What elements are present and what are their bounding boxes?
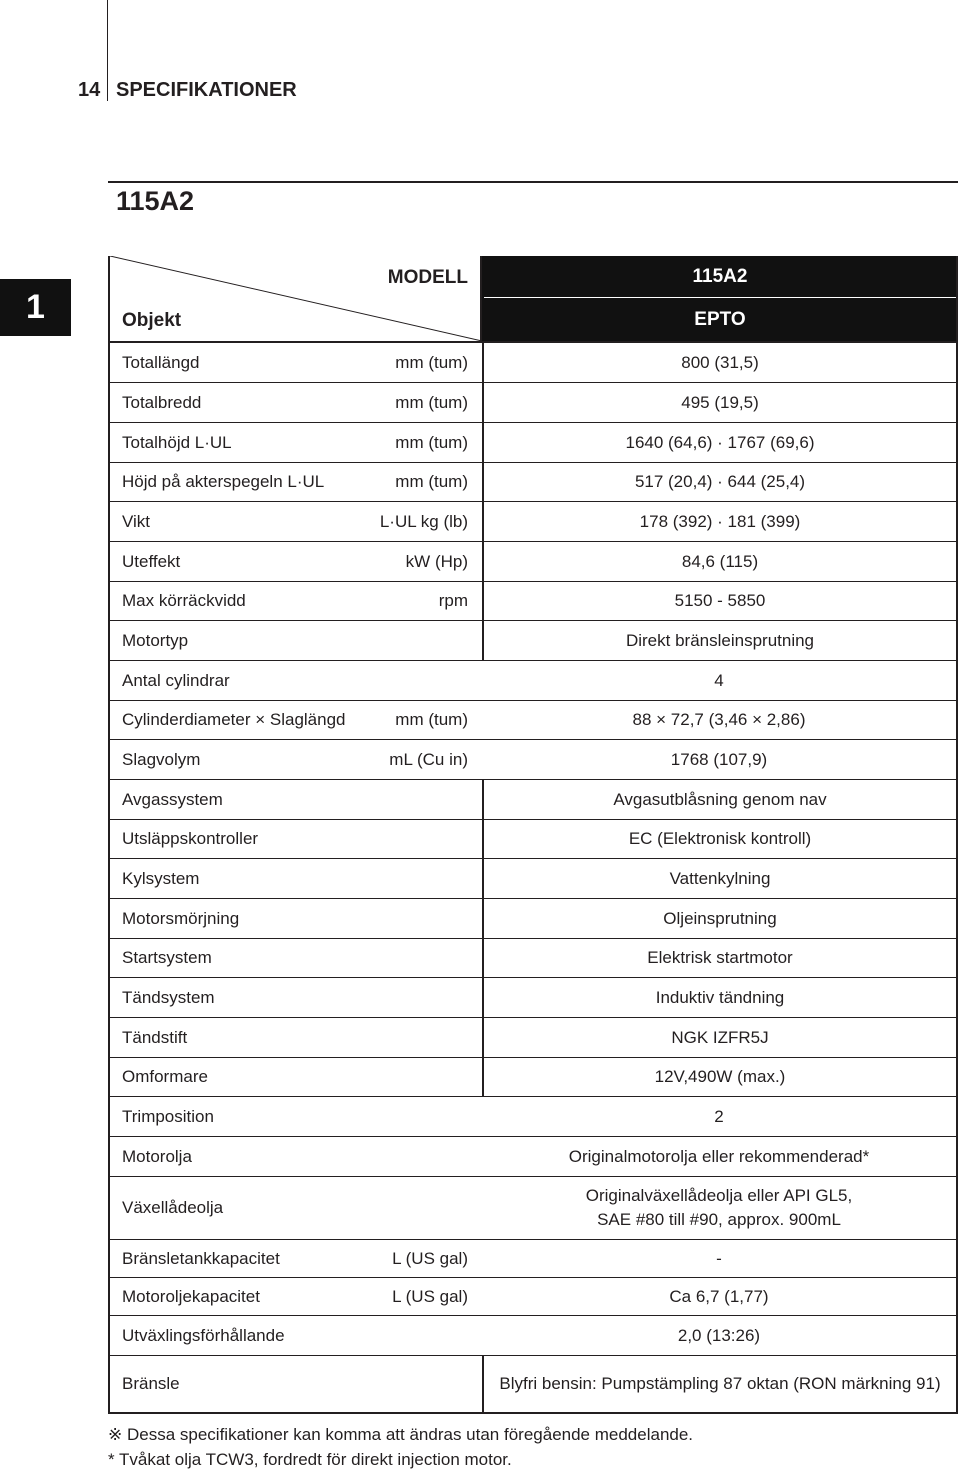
spec-unit: L·UL kg (lb) bbox=[379, 511, 468, 531]
table-row bbox=[110, 1137, 956, 1177]
spec-name: Antal cylindrar bbox=[122, 670, 230, 690]
spec-value: Originalmotorolja eller rekommenderad* bbox=[568, 1146, 870, 1166]
spec-name: Kylsystem bbox=[122, 868, 200, 888]
spec-value: - bbox=[716, 1248, 722, 1268]
table-row bbox=[110, 1356, 956, 1412]
spec-name: Cylinderdiameter × Slaglängd bbox=[122, 710, 346, 729]
spec-name: Startsystem bbox=[122, 948, 212, 967]
spec-unit: mL (Cu in) bbox=[389, 749, 468, 769]
table-row bbox=[110, 502, 956, 542]
table-row bbox=[110, 661, 956, 701]
spec-name: Uteffekt bbox=[122, 551, 181, 571]
title-rule bbox=[108, 181, 958, 183]
section-header: SPECIFIKATIONER bbox=[116, 79, 297, 101]
spec-value: 517 (20,4) · 644 (25,4) bbox=[482, 463, 956, 501]
spec-table bbox=[108, 256, 958, 1414]
spec-name: Totalbredd bbox=[122, 392, 202, 412]
spec-unit: mm (tum) bbox=[395, 432, 468, 452]
spec-name: Vikt bbox=[122, 511, 151, 531]
spec-unit: mm (tum) bbox=[395, 710, 468, 729]
table-row bbox=[110, 978, 956, 1018]
spec-value: NGK IZFR5J bbox=[482, 1018, 956, 1057]
table-row bbox=[110, 939, 956, 978]
spec-value: 4 bbox=[714, 670, 724, 690]
footnote: * Tvåkat olja TCW3, fordredt för direkt injection motor. bbox=[108, 1450, 512, 1469]
table-row bbox=[110, 701, 956, 740]
spec-value: 2,0 (13:26) bbox=[677, 1325, 761, 1345]
spec-value: Avgasutblåsning genom nav bbox=[482, 780, 956, 819]
spec-value: 495 (19,5) bbox=[482, 383, 956, 422]
spec-unit: L (US gal) bbox=[392, 1286, 468, 1306]
table-row bbox=[110, 1177, 956, 1240]
spec-unit: kW (Hp) bbox=[405, 551, 468, 571]
footnote: ※ Dessa specifikationer kan komma att ändras utan föregående meddelande. bbox=[108, 1425, 694, 1444]
spec-name: Motoroljekapacitet bbox=[122, 1286, 260, 1306]
header-model-value: 115A2 bbox=[484, 256, 956, 298]
spec-name: Tändstift bbox=[122, 1027, 188, 1047]
page-title: 115A2 bbox=[116, 186, 195, 216]
spec-value: 1768 (107,9) bbox=[670, 749, 768, 769]
chapter-tab: 1 bbox=[0, 279, 71, 336]
spec-value: Direkt bränsleinsprutning bbox=[482, 621, 956, 660]
spec-value: Oljeinsprutning bbox=[482, 899, 956, 938]
spec-unit: rpm bbox=[438, 591, 468, 610]
footnotes bbox=[108, 1422, 693, 1472]
spec-value: Induktiv tändning bbox=[482, 978, 956, 1017]
spec-value: Ca 6,7 (1,77) bbox=[669, 1286, 769, 1306]
spec-name: Totalhöjd L·UL bbox=[122, 432, 232, 452]
spec-value: Elektrisk startmotor bbox=[482, 939, 956, 977]
spec-unit: mm (tum) bbox=[395, 392, 468, 412]
spec-value: 5150 - 5850 bbox=[482, 582, 956, 620]
table-body bbox=[110, 343, 956, 1412]
spec-name: Bränsletankkapacitet bbox=[122, 1248, 280, 1268]
table-row bbox=[110, 383, 956, 423]
spec-name: Trimposition bbox=[122, 1106, 214, 1126]
table-row bbox=[110, 582, 956, 621]
table-row bbox=[110, 1058, 956, 1097]
header-item-label: Objekt bbox=[122, 310, 182, 331]
spec-unit: mm (tum) bbox=[395, 472, 468, 491]
header-diagonal-cell bbox=[110, 256, 482, 341]
table-row bbox=[110, 1240, 956, 1278]
spec-name: Motorolja bbox=[122, 1146, 192, 1166]
spec-name: Utväxlingsförhållande bbox=[122, 1325, 285, 1345]
spec-value: 12V,490W (max.) bbox=[482, 1058, 956, 1096]
table-row bbox=[110, 423, 956, 463]
spec-value: 800 (31,5) bbox=[482, 343, 956, 382]
spec-value: 88 × 72,7 (3,46 × 2,86) bbox=[632, 710, 806, 729]
spec-unit: L (US gal) bbox=[392, 1248, 468, 1268]
table-row bbox=[110, 1278, 956, 1316]
spec-name: Växellådeolja bbox=[122, 1198, 224, 1217]
spec-name: Motorsmörjning bbox=[122, 908, 240, 928]
spec-value: 1640 (64,6) · 1767 (69,6) bbox=[482, 423, 956, 462]
spec-value: 2 bbox=[714, 1106, 724, 1126]
table-row bbox=[110, 1316, 956, 1356]
table-row bbox=[110, 899, 956, 939]
header-model-label: MODELL bbox=[387, 267, 468, 288]
table-row bbox=[110, 820, 956, 859]
spec-name: Omformare bbox=[122, 1067, 208, 1086]
table-row bbox=[110, 1097, 956, 1137]
spec-name: Höjd på akterspegeln L·UL bbox=[122, 472, 325, 491]
spec-value: Blyfri bensin: Pumpstämpling 87 oktan (RON märkning 91) bbox=[482, 1356, 956, 1412]
table-row bbox=[110, 780, 956, 820]
spec-name: Motortyp bbox=[122, 630, 189, 650]
table-header bbox=[110, 256, 956, 343]
table-row bbox=[110, 859, 956, 899]
spec-value: EC (Elektronisk kontroll) bbox=[482, 820, 956, 858]
spec-name: Tändsystem bbox=[122, 987, 215, 1007]
spec-name: Totallängd bbox=[122, 352, 200, 372]
margin-rule bbox=[107, 0, 108, 101]
spec-name: Utsläppskontroller bbox=[122, 829, 259, 848]
spec-value: Originalväxellådeolja eller API GL5, SAE #80 till #90, approx. 900mL bbox=[585, 1186, 853, 1229]
table-row bbox=[110, 343, 956, 383]
spec-name: Avgassystem bbox=[122, 789, 223, 809]
spec-value: Vattenkylning bbox=[482, 859, 956, 898]
spec-value: 84,6 (115) bbox=[482, 542, 956, 581]
table-row bbox=[110, 621, 956, 661]
spec-unit: mm (tum) bbox=[395, 352, 468, 372]
spec-name: Bränsle bbox=[122, 1374, 180, 1393]
table-row bbox=[110, 463, 956, 502]
table-row bbox=[110, 542, 956, 582]
spec-value: 178 (392) · 181 (399) bbox=[482, 502, 956, 541]
header-variant-value: EPTO bbox=[694, 309, 746, 330]
spec-name: Max körräckvidd bbox=[122, 591, 246, 610]
table-row bbox=[110, 740, 956, 780]
table-row bbox=[110, 1018, 956, 1058]
spec-name: Slagvolym bbox=[122, 749, 201, 769]
page-number: 14 bbox=[78, 79, 101, 101]
